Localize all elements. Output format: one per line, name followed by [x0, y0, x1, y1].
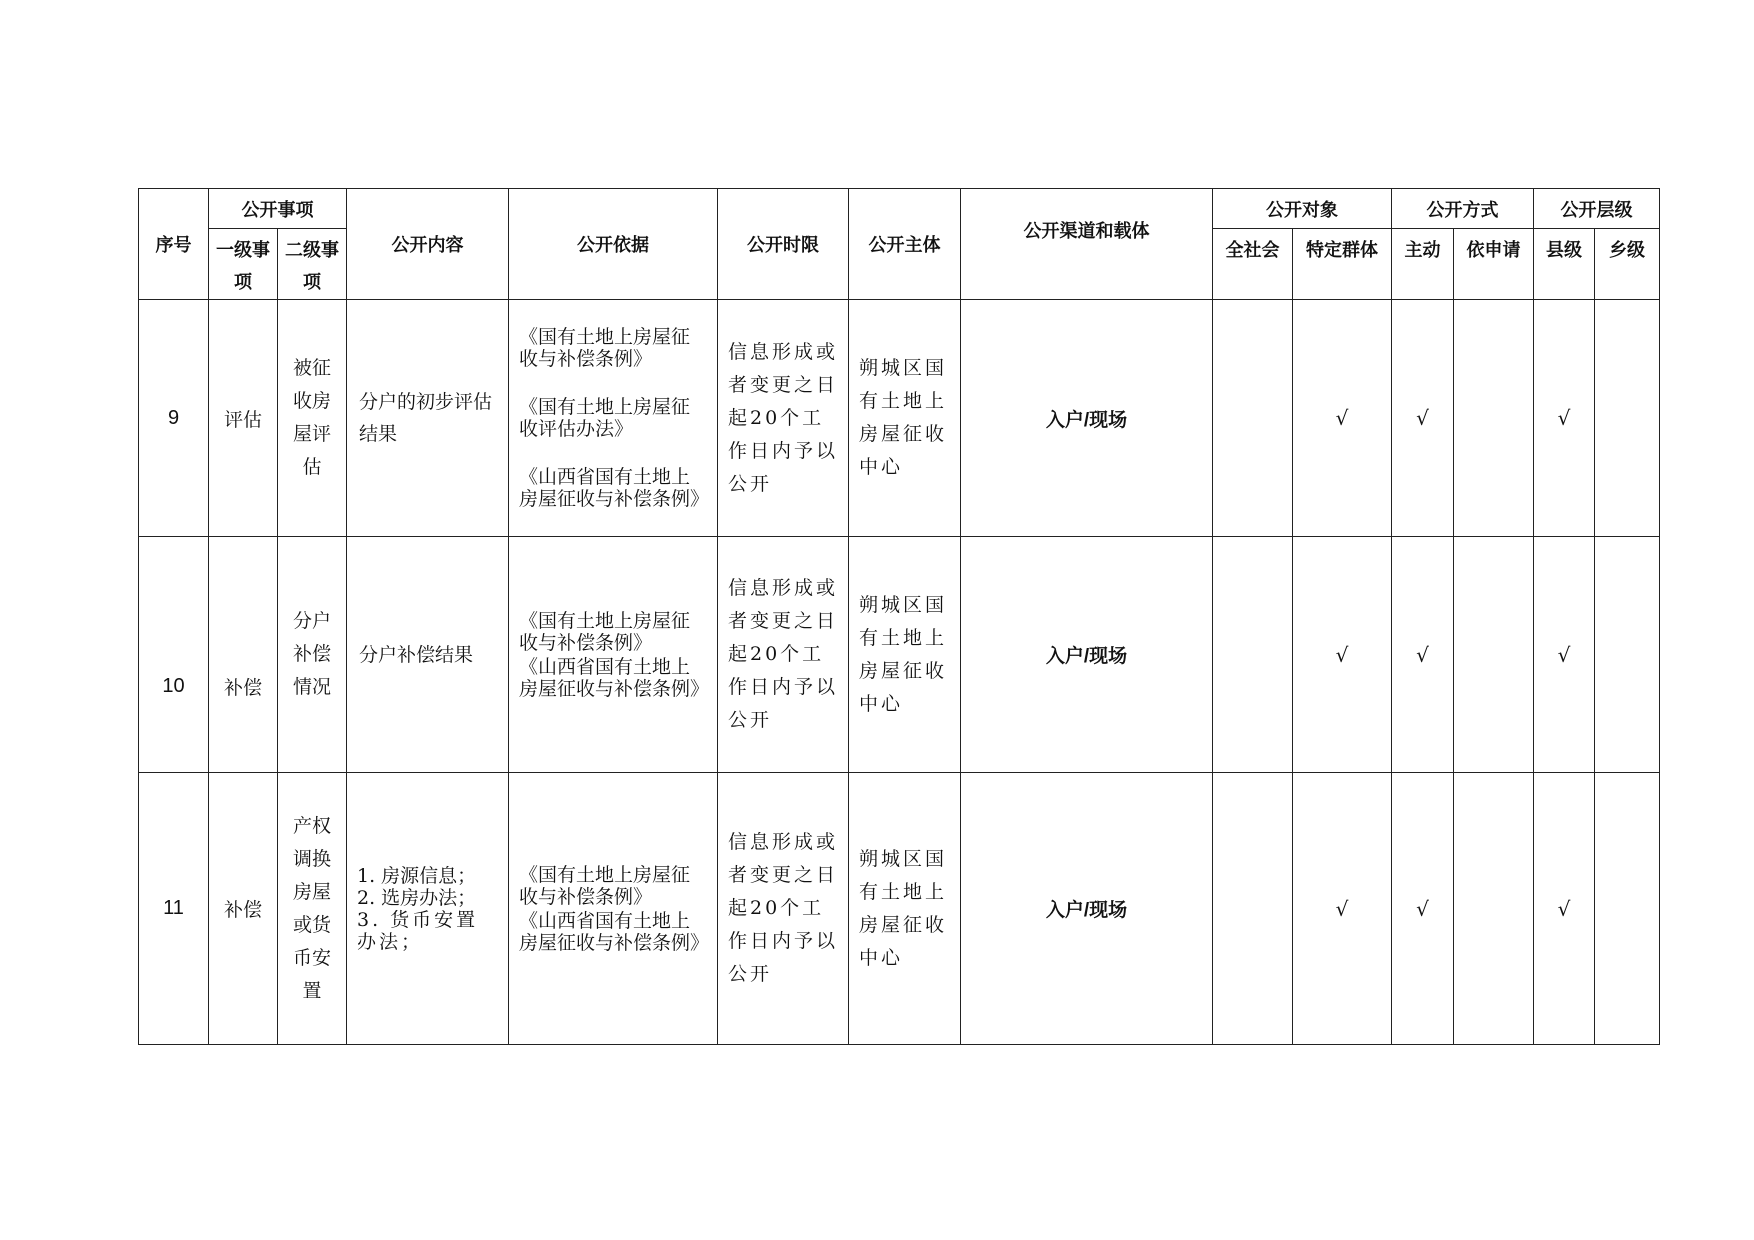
- row-subject: 朔城区国有土地上房屋征收中心: [849, 773, 961, 1045]
- header-channel: 公开渠道和载体: [961, 189, 1213, 300]
- row-target-specific: √: [1293, 537, 1392, 773]
- basis-item: 《国有土地上房屋征收与补偿条例》: [519, 326, 691, 370]
- table-row: [139, 773, 1660, 1045]
- row-content: 分户的初步评估结果: [347, 300, 509, 537]
- header-subject: 公开主体: [849, 189, 961, 300]
- row-content: 分户补偿结果: [347, 537, 509, 773]
- row-basis: [509, 300, 718, 537]
- row-time: 信息形成或者变更之日起20个工作日内予以公开: [718, 300, 849, 537]
- row-seq: 9: [139, 300, 209, 537]
- row-channel: 入户/现场: [961, 537, 1213, 773]
- header-target: 公开对象: [1213, 189, 1392, 229]
- row-method-active: √: [1392, 773, 1454, 1045]
- row-time: 信息形成或者变更之日起20个工作日内予以公开: [718, 537, 849, 773]
- row-subject: 朔城区国有土地上房屋征收中心: [849, 537, 961, 773]
- table-row: [139, 300, 1660, 537]
- header-basis: 公开依据: [509, 189, 718, 300]
- row-level2: 被征收房屋评估: [278, 300, 347, 537]
- row-level2: 分户补偿情况: [278, 537, 347, 773]
- row-level-county: √: [1534, 300, 1595, 537]
- row-level-town: [1595, 300, 1660, 537]
- content-item: 3. 货币安置办法；: [357, 908, 479, 953]
- row-basis: [509, 537, 718, 773]
- row-method-apply: [1454, 300, 1534, 537]
- header-target-specific: 特定群体: [1293, 229, 1392, 300]
- row-level-town: [1595, 537, 1660, 773]
- row-method-apply: [1454, 537, 1534, 773]
- header-level2: 二级事项: [278, 229, 347, 300]
- header-level: 公开层级: [1534, 189, 1660, 229]
- header-item: 公开事项: [209, 189, 347, 229]
- basis-item: 《山西省国有土地上房屋征收与补偿条例》: [519, 909, 710, 954]
- row-level1: 补偿: [209, 537, 278, 773]
- basis-item: 《国有土地上房屋征收与补偿条例》: [519, 609, 691, 654]
- row-level1: 评估: [209, 300, 278, 537]
- row-channel: 入户/现场: [961, 773, 1213, 1045]
- row-seq: 11: [139, 773, 209, 1045]
- header-method-active: 主动: [1392, 229, 1454, 300]
- header-level-town: 乡级: [1595, 229, 1660, 300]
- header-time: 公开时限: [718, 189, 849, 300]
- header-method: 公开方式: [1392, 189, 1534, 229]
- header-method-apply: 依申请: [1454, 229, 1534, 300]
- table-row: [139, 537, 1660, 773]
- row-method-active: √: [1392, 300, 1454, 537]
- basis-item: 《国有土地上房屋征收评估办法》: [519, 396, 691, 440]
- disclosure-table: [138, 188, 1660, 1045]
- row-level-county: √: [1534, 773, 1595, 1045]
- row-target-all: [1213, 300, 1293, 537]
- row-target-all: [1213, 537, 1293, 773]
- row-target-specific: √: [1293, 773, 1392, 1045]
- row-time: 信息形成或者变更之日起20个工作日内予以公开: [718, 773, 849, 1045]
- row-level2: 产权调换房屋或货币安置: [278, 773, 347, 1045]
- row-content: [347, 773, 509, 1045]
- header-content: 公开内容: [347, 189, 509, 300]
- row-method-apply: [1454, 773, 1534, 1045]
- basis-item: 《国有土地上房屋征收与补偿条例》: [519, 863, 691, 908]
- content-item: 2. 选房办法；: [357, 886, 477, 909]
- header-level1: 一级事项: [209, 229, 278, 300]
- row-channel: 入户/现场: [961, 300, 1213, 537]
- row-seq: 10: [139, 537, 209, 773]
- basis-item: 《山西省国有土地上房屋征收与补偿条例》: [519, 466, 710, 510]
- header-seq: 序号: [139, 189, 209, 300]
- header-level-county: 县级: [1534, 229, 1595, 300]
- row-target-specific: √: [1293, 300, 1392, 537]
- row-basis: [509, 773, 718, 1045]
- row-level-county: √: [1534, 537, 1595, 773]
- header-target-all: 全社会: [1213, 229, 1293, 300]
- content-item: 1. 房源信息；: [357, 864, 477, 887]
- row-subject: 朔城区国有土地上房屋征收中心: [849, 300, 961, 537]
- row-level-town: [1595, 773, 1660, 1045]
- row-level1: 补偿: [209, 773, 278, 1045]
- row-target-all: [1213, 773, 1293, 1045]
- basis-item: 《山西省国有土地上房屋征收与补偿条例》: [519, 655, 710, 700]
- row-method-active: √: [1392, 537, 1454, 773]
